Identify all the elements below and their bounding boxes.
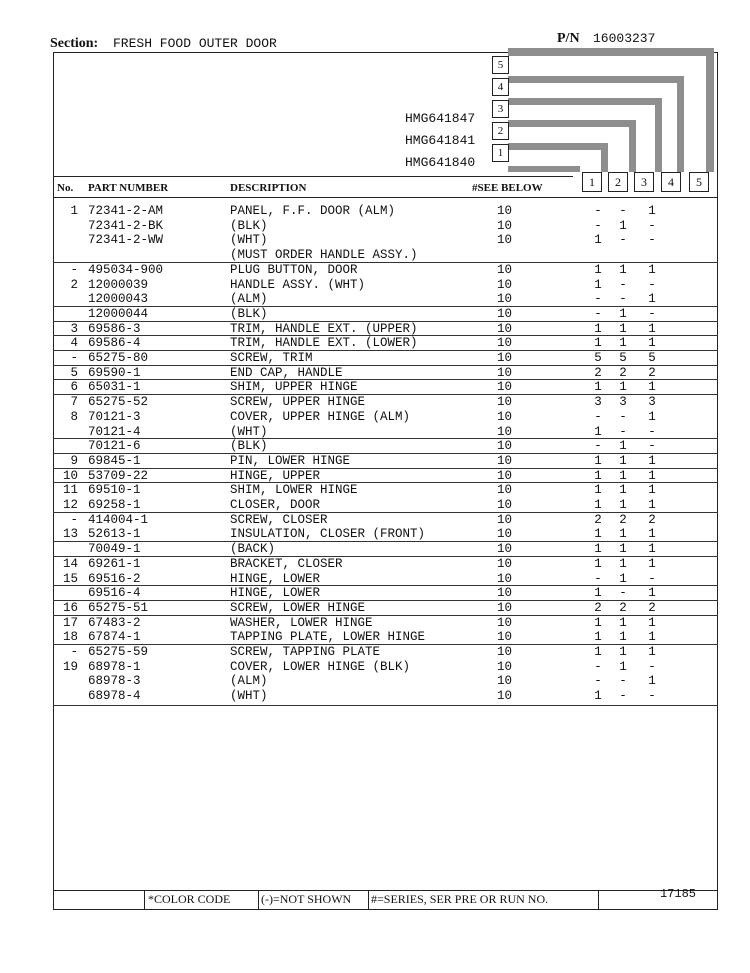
series-1-qty: -	[594, 218, 602, 233]
part-description: (BACK)	[230, 542, 276, 557]
part-number: 68978-3	[88, 674, 141, 689]
model-index-box: 3	[492, 100, 509, 118]
series-1-qty: 1	[594, 586, 602, 601]
series-2-qty: 1	[619, 483, 627, 498]
series-1-qty: 2	[594, 600, 602, 615]
series-1-qty: -	[594, 409, 602, 424]
series-3-qty: -	[648, 218, 656, 233]
row-divider	[53, 644, 718, 645]
table-end-rule	[53, 705, 718, 706]
series-1-qty: 1	[594, 380, 602, 395]
series-column-header: 1	[582, 172, 602, 192]
part-description: (ALM)	[230, 292, 268, 307]
see-below-value: 10	[497, 645, 513, 659]
part-number: 65275-51	[88, 600, 149, 615]
part-description: INSULATION, CLOSER (FRONT)	[230, 527, 426, 542]
part-number: 12000039	[88, 277, 149, 292]
part-number: 70121-3	[88, 409, 141, 424]
part-number: 65031-1	[88, 380, 141, 395]
series-3-qty: -	[648, 233, 656, 248]
row-divider	[53, 438, 718, 439]
series-3-qty: 1	[648, 483, 656, 498]
see-below-value: 10	[497, 674, 513, 689]
series-2-qty: -	[619, 292, 627, 307]
part-description: PLUG BUTTON, DOOR	[230, 262, 358, 277]
item-number: 15	[62, 571, 78, 586]
item-number: 18	[62, 630, 78, 645]
part-description: (BLK)	[230, 306, 268, 321]
see-below-value: 10	[497, 659, 513, 674]
part-description: HANDLE ASSY. (WHT)	[230, 277, 366, 292]
see-below-value: 10	[497, 380, 513, 395]
model-index-box: 5	[492, 56, 509, 74]
part-number: 52613-1	[88, 527, 141, 542]
part-number: 68978-4	[88, 689, 141, 704]
part-number: 67483-2	[88, 615, 141, 630]
see-below-value: 10	[497, 483, 513, 498]
item-number: 17	[62, 615, 78, 630]
series-3-qty: 1	[648, 468, 656, 483]
series-3-qty: -	[648, 659, 656, 674]
series-3-qty: 1	[648, 262, 656, 277]
part-number: 69845-1	[88, 453, 141, 468]
see-below-value: 10	[497, 365, 513, 380]
part-number: 69510-1	[88, 483, 141, 498]
series-1-qty: 1	[594, 615, 602, 630]
series-3-qty: 1	[648, 527, 656, 542]
part-description: (WHT)	[230, 233, 268, 248]
item-number: 4	[70, 336, 78, 351]
column-header-no: No.	[57, 182, 74, 194]
series-1-qty: 1	[594, 233, 602, 248]
part-description: SHIM, LOWER HINGE	[230, 483, 358, 498]
series-2-qty: 3	[619, 395, 627, 410]
series-1-qty: 1	[594, 453, 602, 468]
see-below-value: 10	[497, 600, 513, 615]
part-description: BRACKET, CLOSER	[230, 556, 343, 571]
part-description: SCREW, UPPER HINGE	[230, 395, 366, 410]
part-number: 69258-1	[88, 498, 141, 512]
part-description: TAPPING PLATE, LOWER HINGE	[230, 630, 426, 645]
series-1-qty: 1	[594, 527, 602, 542]
part-number: 414004-1	[88, 512, 149, 527]
part-number: 495034-900	[88, 262, 164, 277]
section-label: Section:	[50, 36, 99, 51]
part-description: SCREW, LOWER HINGE	[230, 600, 366, 615]
series-2-qty: -	[619, 233, 627, 248]
series-2-qty: -	[619, 409, 627, 424]
column-header-part-number: PART NUMBER	[88, 182, 169, 194]
see-below-value: 10	[497, 689, 513, 704]
part-description: SCREW, TRIM	[230, 351, 313, 365]
see-below-value: 10	[497, 630, 513, 645]
part-number: 53709-22	[88, 468, 149, 483]
series-3-qty: 2	[648, 365, 656, 380]
item-number: 16	[62, 600, 78, 615]
item-number: 13	[62, 527, 78, 542]
row-divider	[53, 512, 718, 513]
part-description: SHIM, UPPER HINGE	[230, 380, 358, 395]
model-number: HMG641847	[405, 111, 476, 126]
series-2-qty: 1	[619, 659, 627, 674]
see-below-value: 10	[497, 351, 513, 365]
model-index-box: 4	[492, 78, 509, 96]
footer-rule	[53, 890, 718, 891]
see-below-value: 10	[497, 306, 513, 321]
series-2-qty: 1	[619, 615, 627, 630]
row-divider	[53, 306, 718, 307]
see-below-value: 10	[497, 586, 513, 601]
item-number: 1	[70, 204, 78, 218]
series-2-qty: 1	[619, 498, 627, 512]
part-number: 67874-1	[88, 630, 141, 645]
series-1-qty: 1	[594, 689, 602, 704]
series-3-qty: 1	[648, 409, 656, 424]
part-description: HINGE, UPPER	[230, 468, 321, 483]
series-1-qty: 1	[594, 483, 602, 498]
see-below-value: 10	[497, 615, 513, 630]
see-below-value: 10	[497, 556, 513, 571]
series-1-qty: 1	[594, 498, 602, 512]
item-number: 19	[62, 659, 78, 674]
series-2-qty: -	[619, 586, 627, 601]
model-index-box: 2	[492, 122, 509, 140]
series-3-qty: -	[648, 571, 656, 586]
part-number: 70121-6	[88, 439, 141, 454]
footer-separator	[368, 890, 369, 910]
series-1-qty: -	[594, 306, 602, 321]
series-3-qty: 3	[648, 395, 656, 410]
part-number: 69586-4	[88, 336, 141, 351]
part-description: (ALM)	[230, 674, 268, 689]
part-description: SCREW, TAPPING PLATE	[230, 645, 381, 659]
item-number: 6	[70, 380, 78, 395]
not-shown-note: (-)=NOT SHOWN	[261, 892, 352, 906]
item-number: 10	[62, 468, 78, 483]
color-code-note: *COLOR CODE	[148, 892, 231, 906]
series-2-qty: 1	[619, 380, 627, 395]
item-number: 8	[70, 409, 78, 424]
part-description: HINGE, LOWER	[230, 586, 321, 601]
part-description: COVER, UPPER HINGE (ALM)	[230, 409, 411, 424]
series-1-qty: -	[594, 674, 602, 689]
part-number: 12000043	[88, 292, 149, 307]
see-below-value: 10	[497, 542, 513, 557]
see-below-value: 10	[497, 204, 513, 218]
see-below-value: 10	[497, 571, 513, 586]
series-3-qty: 2	[648, 600, 656, 615]
row-divider	[53, 350, 718, 351]
series-2-qty: 1	[619, 556, 627, 571]
series-1-qty: 1	[594, 645, 602, 659]
series-1-qty: 1	[594, 277, 602, 292]
part-number: 65275-52	[88, 395, 149, 410]
item-number: 7	[70, 395, 78, 410]
series-1-qty: 1	[594, 542, 602, 557]
series-3-qty: 1	[648, 321, 656, 336]
part-number: 70121-4	[88, 424, 141, 439]
part-number: 68978-1	[88, 659, 141, 674]
series-2-qty: 1	[619, 527, 627, 542]
series-2-qty: 2	[619, 512, 627, 527]
series-3-qty: 2	[648, 512, 656, 527]
part-number: 69516-4	[88, 586, 141, 601]
series-2-qty: 1	[619, 571, 627, 586]
item-number: 9	[70, 453, 78, 468]
item-number: 12	[62, 498, 78, 512]
row-divider	[53, 453, 718, 454]
series-column-header: 2	[608, 172, 628, 192]
part-description: SCREW, CLOSER	[230, 512, 328, 527]
see-below-value: 10	[497, 439, 513, 454]
series-3-qty: -	[648, 306, 656, 321]
footer-separator	[258, 890, 259, 910]
series-3-qty: -	[648, 689, 656, 704]
series-2-qty: 1	[619, 262, 627, 277]
part-number: 69261-1	[88, 556, 141, 571]
series-3-qty: 1	[648, 336, 656, 351]
series-2-qty: 1	[619, 453, 627, 468]
series-1-qty: -	[594, 571, 602, 586]
series-2-qty: 1	[619, 468, 627, 483]
row-divider	[53, 262, 718, 263]
series-1-qty: -	[594, 292, 602, 307]
series-2-qty: 1	[619, 321, 627, 336]
column-header-description: DESCRIPTION	[230, 182, 307, 194]
part-number: 65275-59	[88, 645, 149, 659]
row-divider	[53, 556, 718, 557]
row-divider	[53, 468, 718, 469]
row-divider	[53, 482, 718, 483]
series-3-qty: 1	[648, 586, 656, 601]
part-number: 69516-2	[88, 571, 141, 586]
footer-separator	[598, 890, 599, 910]
series-note: #=SERIES, SER PRE OR RUN NO.	[371, 892, 549, 906]
see-below-value: 10	[497, 512, 513, 527]
series-3-qty: 1	[648, 204, 656, 218]
series-2-qty: 5	[619, 351, 627, 365]
series-3-qty: 1	[648, 453, 656, 468]
part-description: COVER, LOWER HINGE (BLK)	[230, 659, 411, 674]
item-number: -	[70, 645, 78, 659]
part-number: 69590-1	[88, 365, 141, 380]
see-below-value: 10	[497, 468, 513, 483]
series-3-qty: 1	[648, 556, 656, 571]
series-3-qty: 1	[648, 674, 656, 689]
part-number: 72341-2-AM	[88, 204, 164, 218]
series-1-qty: 2	[594, 365, 602, 380]
series-2-qty: 2	[619, 365, 627, 380]
series-3-qty: -	[648, 277, 656, 292]
part-number: 72341-2-WW	[88, 233, 164, 248]
series-2-qty: 2	[619, 600, 627, 615]
row-divider	[53, 365, 718, 366]
series-1-qty: 1	[594, 468, 602, 483]
see-below-value: 10	[497, 336, 513, 351]
series-column-header: 4	[661, 172, 681, 192]
section-name: FRESH FOOD OUTER DOOR	[113, 36, 277, 51]
series-2-qty: 1	[619, 218, 627, 233]
series-3-qty: 1	[648, 630, 656, 645]
see-below-value: 10	[497, 262, 513, 277]
footer-separator	[144, 890, 145, 910]
series-2-qty: 1	[619, 630, 627, 645]
part-number: 72341-2-BK	[88, 218, 164, 233]
series-3-qty: 1	[648, 498, 656, 512]
series-2-qty: -	[619, 674, 627, 689]
row-divider	[53, 335, 718, 336]
series-column-header: 5	[689, 172, 709, 192]
part-description: WASHER, LOWER HINGE	[230, 615, 373, 630]
series-2-qty: 1	[619, 645, 627, 659]
item-number: 11	[62, 483, 78, 498]
see-below-value: 10	[497, 498, 513, 512]
row-divider	[53, 615, 718, 616]
part-number: 69586-3	[88, 321, 141, 336]
part-description: CLOSER, DOOR	[230, 498, 321, 512]
series-column-header: 3	[634, 172, 654, 192]
row-divider	[53, 379, 718, 380]
part-description: (BLK)	[230, 439, 268, 454]
row-divider	[53, 541, 718, 542]
series-2-qty: -	[619, 689, 627, 704]
see-below-value: 10	[497, 424, 513, 439]
series-1-qty: 1	[594, 262, 602, 277]
see-below-value: 10	[497, 277, 513, 292]
series-1-qty: 3	[594, 395, 602, 410]
row-divider	[53, 321, 718, 322]
item-number: -	[70, 351, 78, 365]
item-number: -	[70, 262, 78, 277]
row-divider	[53, 585, 718, 586]
row-divider	[53, 600, 718, 601]
series-1-qty: -	[594, 204, 602, 218]
series-2-qty: 1	[619, 306, 627, 321]
series-2-qty: -	[619, 204, 627, 218]
series-3-qty: -	[648, 439, 656, 454]
part-description: TRIM, HANDLE EXT. (UPPER)	[230, 321, 418, 336]
see-below-value: 10	[497, 321, 513, 336]
header-rule	[53, 176, 573, 177]
series-1-qty: 2	[594, 512, 602, 527]
series-3-qty: 1	[648, 645, 656, 659]
series-1-qty: -	[594, 659, 602, 674]
see-below-value: 10	[497, 453, 513, 468]
series-1-qty: 1	[594, 630, 602, 645]
part-description: (WHT)	[230, 424, 268, 439]
see-below-value: 10	[497, 395, 513, 410]
part-number: 12000044	[88, 306, 149, 321]
series-2-qty: 1	[619, 439, 627, 454]
see-below-value: 10	[497, 409, 513, 424]
series-2-qty: -	[619, 277, 627, 292]
series-1-qty: 1	[594, 321, 602, 336]
item-number: 3	[70, 321, 78, 336]
item-number: 14	[62, 556, 78, 571]
part-description: HINGE, LOWER	[230, 571, 321, 586]
see-below-value: 10	[497, 292, 513, 307]
series-1-qty: -	[594, 439, 602, 454]
series-3-qty: -	[648, 424, 656, 439]
series-1-qty: 1	[594, 336, 602, 351]
see-below-value: 10	[497, 218, 513, 233]
see-below-value: 10	[497, 527, 513, 542]
document-number: 17185	[660, 887, 697, 901]
part-description: PIN, LOWER HINGE	[230, 453, 351, 468]
row-divider	[53, 394, 718, 395]
model-index-box: 1	[492, 144, 509, 162]
part-number: 65275-80	[88, 351, 149, 365]
series-3-qty: 1	[648, 292, 656, 307]
part-description: PANEL, F.F. DOOR (ALM)	[230, 204, 396, 218]
series-3-qty: 5	[648, 351, 656, 365]
part-description: (MUST ORDER HANDLE ASSY.)	[230, 248, 418, 263]
part-number-value: 16003237	[593, 31, 656, 46]
part-description: END CAP, HANDLE	[230, 365, 343, 380]
model-number: HMG641840	[405, 155, 476, 170]
see-below-value: 10	[497, 233, 513, 248]
item-number: 2	[70, 277, 78, 292]
series-3-qty: 1	[648, 542, 656, 557]
series-1-qty: 1	[594, 424, 602, 439]
series-2-qty: 1	[619, 542, 627, 557]
part-description: (BLK)	[230, 218, 268, 233]
series-3-qty: 1	[648, 615, 656, 630]
column-header-see-below: #SEE BELOW	[472, 182, 543, 194]
series-1-qty: 1	[594, 556, 602, 571]
series-2-qty: -	[619, 424, 627, 439]
part-description: TRIM, HANDLE EXT. (LOWER)	[230, 336, 418, 351]
series-3-qty: 1	[648, 380, 656, 395]
part-number: 70049-1	[88, 542, 141, 557]
header-rule	[53, 197, 718, 198]
model-number: HMG641841	[405, 133, 476, 148]
item-number: -	[70, 512, 78, 527]
series-2-qty: 1	[619, 336, 627, 351]
part-description: (WHT)	[230, 689, 268, 704]
part-number-label: P/N	[557, 31, 580, 46]
series-1-qty: 5	[594, 351, 602, 365]
item-number: 5	[70, 365, 78, 380]
